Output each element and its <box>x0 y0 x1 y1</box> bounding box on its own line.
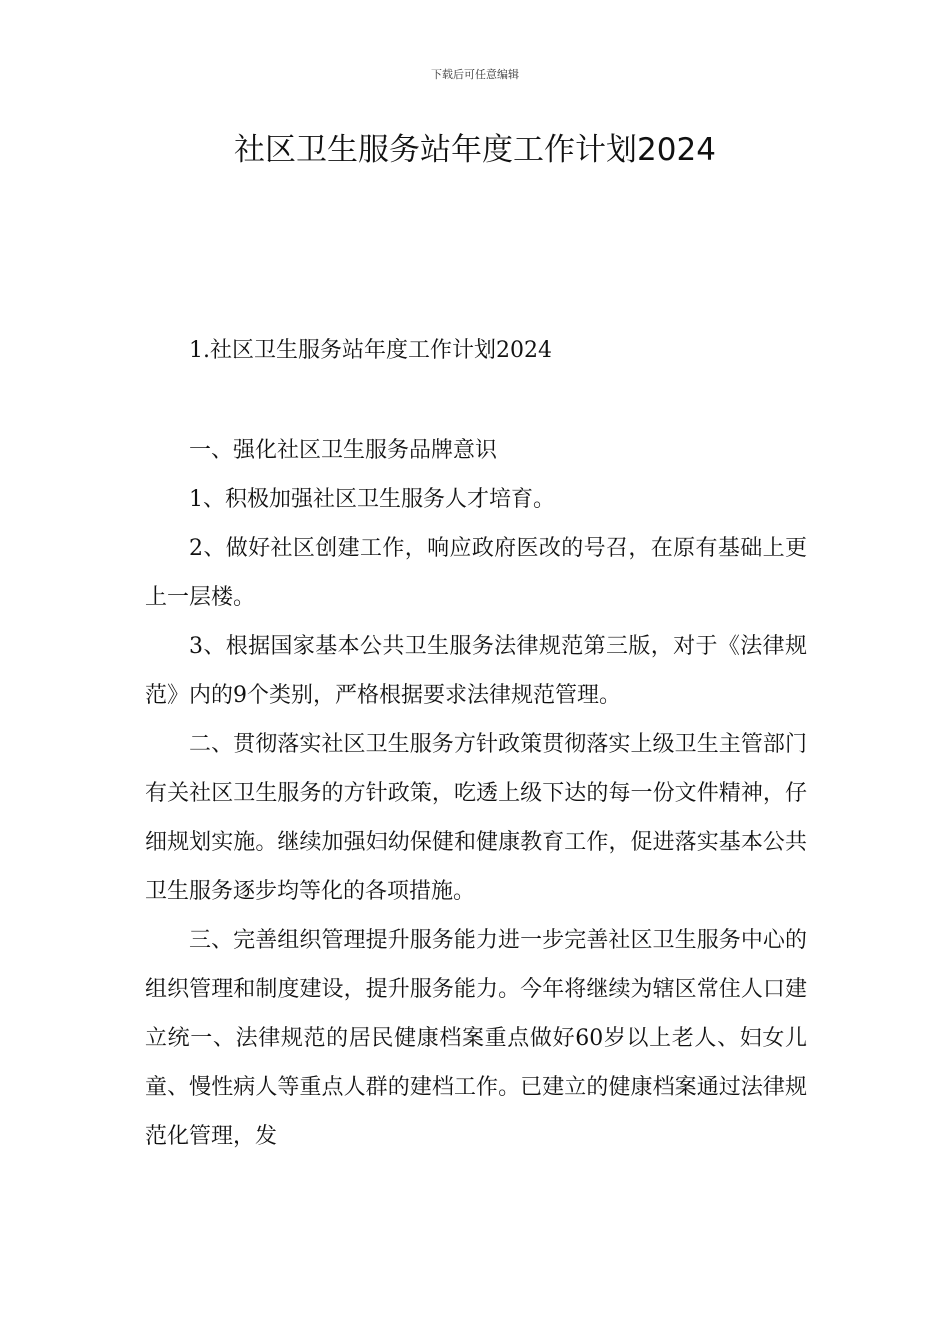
subtitle-section <box>145 326 807 375</box>
paragraph-item-2: 2、做好社区创建工作，响应政府医改的号召，在原有基础上更上一层楼。 <box>145 536 807 610</box>
section-paragraph-3: 三、完善组织管理提升服务能力进一步完善社区卫生服务中心的组织管理和制度建设，提升服务能力。今年将继续为辖区常住人口建立统一、法律规范的居民健康档案重点做好60岁以上老人、妇女儿童、慢性病人等重点人群的建档工作。已建立的健康档案通过法律规范化管理，发 <box>145 928 807 1149</box>
paragraph-item-1: 1、积极加强社区卫生服务人才培育。 <box>189 487 555 512</box>
document-subtitle: 1.社区卫生服务站年度工作计划2024 <box>189 338 552 363</box>
body-section <box>145 426 807 1161</box>
section-paragraph-2: 二、贯彻落实社区卫生服务方针政策贯彻落实上级卫生主管部门有关社区卫生服务的方针政策，吃透上级下达的每一份文件精神，仔细规划实施。继续加强妇幼保健和健康教育工作，促进落实基本公共卫生服务逐步均等化的各项措施。 <box>145 732 807 904</box>
paragraph-item-3: 3、根据国家基本公共卫生服务法律规范第三版，对于《法律规范》内的9个类别，严格根据要求法律规范管理。 <box>145 634 807 708</box>
section-heading-1: 一、强化社区卫生服务品牌意识 <box>189 438 498 463</box>
header-note: 下载后可任意编辑 <box>431 68 519 81</box>
document-title: 社区卫生服务站年度工作计划2024 <box>234 132 716 168</box>
